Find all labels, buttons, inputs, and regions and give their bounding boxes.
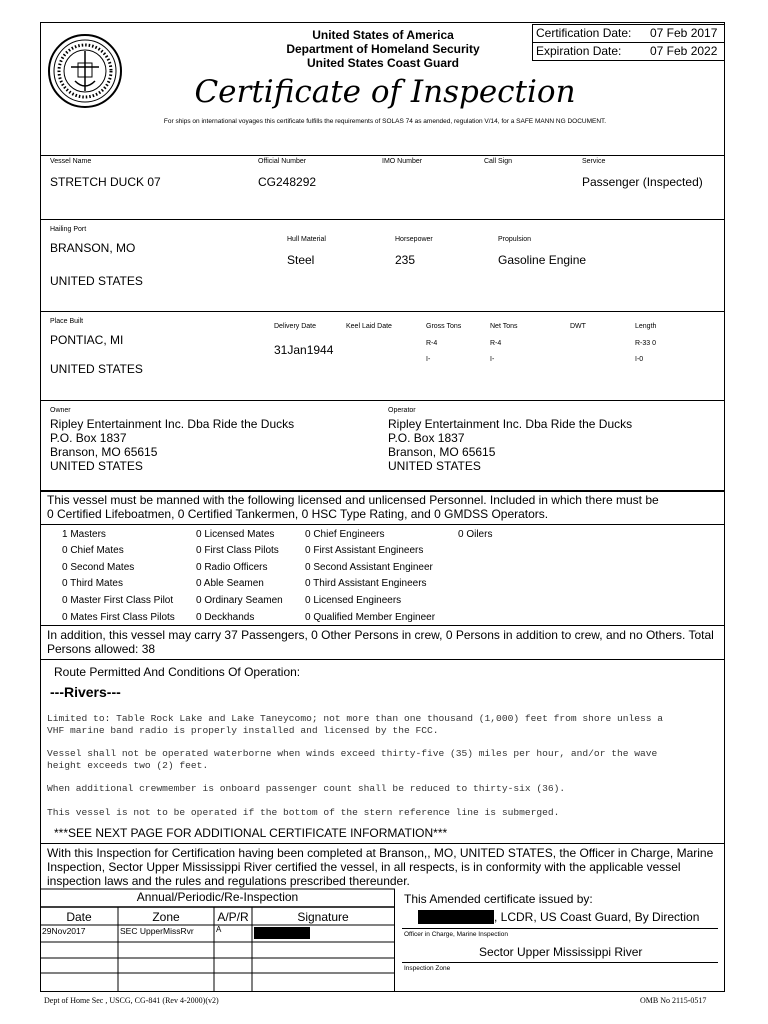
crew-item: 0 Ordinary Seamen <box>196 595 283 606</box>
crew-item: 1 Masters <box>62 529 106 540</box>
crew-item: 0 Deckhands <box>196 612 255 623</box>
crew-item: 0 Second Mates <box>62 562 135 573</box>
net-tons-label: Net Tons <box>490 323 518 330</box>
place-built-country: UNITED STATES <box>50 362 143 376</box>
divider-passengers <box>41 659 725 660</box>
propulsion: Gasoline Engine <box>498 253 587 267</box>
expiration-date-label: Expiration Date: <box>536 44 622 58</box>
hailing-port-city: BRANSON, MO <box>50 241 136 255</box>
route-condition: This vessel is not to be operated if the bottom of the stern reference line is submerged. <box>47 807 560 818</box>
crew-item: 0 Master First Class Pilot <box>62 595 174 606</box>
divider-vessel <box>41 219 725 220</box>
zone-caption: Inspection Zone <box>404 965 451 972</box>
hull-material-label: Hull Material <box>287 236 326 243</box>
footer-omb-number: OMB No 2115-0517 <box>640 996 707 1005</box>
gross-tons-r: R-4 <box>426 340 438 347</box>
hull-material: Steel <box>287 253 315 267</box>
certification-date-value: 07 Feb 2017 <box>650 26 718 40</box>
vessel-name-label: Vessel Name <box>50 158 92 165</box>
route-condition: When additional crewmember is onboard passenger count shall be reduced to thirty-six (36). <box>47 783 566 794</box>
net-tons-r: R-4 <box>490 340 502 347</box>
crew-item: 0 Chief Mates <box>62 545 124 556</box>
header-line-1: United States of America <box>312 28 454 42</box>
owner-label: Owner <box>50 407 71 414</box>
owner-line: Ripley Entertainment Inc. Dba Ride the Ducks <box>50 417 295 431</box>
owner-line: Branson, MO 65615 <box>50 445 158 459</box>
inspection-zone-value: Sector Upper Mississippi River <box>479 945 643 959</box>
operator-line: P.O. Box 1837 <box>388 431 465 445</box>
table-cell-date: 29Nov2017 <box>42 926 86 936</box>
signature-redaction <box>254 927 310 939</box>
propulsion-label: Propulsion <box>498 236 532 243</box>
crew-item: 0 First Class Pilots <box>196 545 279 556</box>
length-label: Length <box>635 323 657 330</box>
divider-hailing <box>41 311 725 312</box>
crew-item: 0 Third Assistant Engineers <box>305 578 427 589</box>
call-sign-label: Call Sign <box>484 158 513 165</box>
table-cell-zone: SEC UpperMissRvr <box>120 926 194 936</box>
operator-label: Operator <box>388 407 416 414</box>
vessel-name: STRETCH DUCK 07 <box>50 175 161 189</box>
divider-header <box>41 155 725 156</box>
divider-crew <box>41 625 725 626</box>
header-line-2: Department of Homeland Security <box>286 42 480 56</box>
col-header-zone: Zone <box>152 910 180 924</box>
officer-caption: Officer in Charge, Marine Inspection <box>404 931 508 938</box>
expiration-date-value: 07 Feb 2022 <box>650 44 718 58</box>
solas-note: For ships on international voyages this certificate fulfills the requirements of SOLAS 74 as amended, regulation V/14, for a SAFE MANN NG DOCUMENT. <box>163 118 607 125</box>
crew-item: 0 Licensed Mates <box>196 529 275 540</box>
col-header-apr: A/P/R <box>217 910 249 924</box>
keel-laid-label: Keel Laid Date <box>346 323 392 330</box>
dwt-label: DWT <box>570 323 586 330</box>
gross-tons-i: I- <box>426 356 431 363</box>
hailing-port-label: Hailing Port <box>50 226 87 233</box>
route-rivers: ---Rivers--- <box>50 684 121 700</box>
gross-tons-label: Gross Tons <box>426 323 462 330</box>
crew-item: 0 Qualified Member Engineer <box>305 612 436 623</box>
passengers-line-1: In addition, this vessel may carry 37 Passengers, 0 Other Persons in crew, 0 Persons in addition to crew, and no Others. Total <box>47 628 714 642</box>
place-built-label: Place Built <box>50 318 84 325</box>
operator-line: Ripley Entertainment Inc. Dba Ride the Ducks <box>388 417 633 431</box>
place-built-city: PONTIAC, MI <box>50 333 124 347</box>
officer-title: , LCDR, US Coast Guard, By Direction <box>494 910 700 924</box>
zone-line <box>402 962 718 963</box>
crew-item: 0 First Assistant Engineers <box>305 545 424 556</box>
route-condition: VHF marine band radio is properly installed and licensed by the FCC. <box>47 725 439 736</box>
passengers-line-2: Persons allowed: 38 <box>47 642 156 656</box>
route-condition: height exceeds two (2) feet. <box>47 760 209 771</box>
hailing-port-country: UNITED STATES <box>50 274 143 288</box>
see-next-page-note: ***SEE NEXT PAGE FOR ADDITIONAL CERTIFICATE INFORMATION*** <box>54 826 448 840</box>
divider-route <box>41 843 725 844</box>
crew-item: 0 Mates First Class Pilots <box>62 612 175 623</box>
net-tons-i: I- <box>490 356 495 363</box>
horsepower-label: Horsepower <box>395 236 433 243</box>
manning-text-line-1: This vessel must be manned with the following licensed and unlicensed Personnel. Included in which there must be <box>47 493 659 507</box>
crew-item: 0 Oilers <box>458 529 493 540</box>
official-number-label: Official Number <box>258 158 307 165</box>
crew-item: 0 Licensed Engineers <box>305 595 402 606</box>
statement-line: With this Inspection for Certification having been completed at Branson,, MO, UNITED STATES, the Officer in Charge, Marine <box>47 846 714 860</box>
crew-item: 0 Chief Engineers <box>305 529 385 540</box>
officer-signature-line <box>402 928 718 929</box>
delivery-date-label: Delivery Date <box>274 323 317 330</box>
service-value: Passenger (Inspected) <box>582 175 703 189</box>
footer-form-id: Dept of Home Sec , USCG, CG-841 (Rev 4-2000)(v2) <box>44 996 219 1005</box>
length-i: I-0 <box>635 356 644 363</box>
operator-line: Branson, MO 65615 <box>388 445 496 459</box>
dates-divider <box>532 42 725 43</box>
crew-item: 0 Third Mates <box>62 578 123 589</box>
owner-line: UNITED STATES <box>50 459 143 473</box>
divider-manning-text <box>41 524 725 525</box>
divider-built <box>41 400 725 401</box>
col-header-signature: Signature <box>297 910 349 924</box>
route-label: Route Permitted And Conditions Of Operation: <box>54 665 301 679</box>
delivery-date: 31Jan1944 <box>274 343 334 357</box>
page-title: Certificate of Inspection <box>194 74 576 110</box>
col-header-date: Date <box>66 910 92 924</box>
coast-guard-seal-icon <box>47 33 123 109</box>
issued-by-label: This Amended certificate issued by: <box>404 892 593 906</box>
operator-line: UNITED STATES <box>388 459 481 473</box>
route-condition: Limited to: Table Rock Lake and Lake Taneycomo; not more than one thousand (1,000) feet from shore unless a <box>47 713 664 724</box>
length-r: R-33 0 <box>635 340 657 347</box>
statement-line: Inspection, Sector Upper Mississippi River certified the vessel, in all respects, is in conformity with the applicable vessel <box>47 860 681 874</box>
crew-item: 0 Radio Officers <box>196 562 268 573</box>
owner-line: P.O. Box 1837 <box>50 431 127 445</box>
manning-text-line-2: 0 Certified Lifeboatmen, 0 Certified Tankermen, 0 HSC Type Rating, and 0 GMDSS Operators. <box>47 507 549 521</box>
table-cell-apr: A <box>216 925 222 934</box>
header-line-3: United States Coast Guard <box>306 56 460 70</box>
crew-item: 0 Able Seamen <box>196 578 264 589</box>
statement-line: inspection laws and the rules and regulations prescribed thereunder. <box>47 874 410 888</box>
route-condition: Vessel shall not be operated waterborne when winds exceed thirty-five (35) miles per hour, and/or the wave <box>47 748 658 759</box>
certification-date-label: Certification Date: <box>536 26 632 40</box>
official-number: CG248292 <box>258 175 317 189</box>
officer-name-redaction <box>418 910 494 924</box>
imo-number-label: IMO Number <box>382 158 423 165</box>
inspection-table-title: Annual/Periodic/Re-Inspection <box>136 890 299 904</box>
horsepower: 235 <box>395 253 416 267</box>
crew-item: 0 Second Assistant Engineer <box>305 562 433 573</box>
service-label: Service <box>582 158 606 165</box>
divider-owner <box>41 490 725 492</box>
